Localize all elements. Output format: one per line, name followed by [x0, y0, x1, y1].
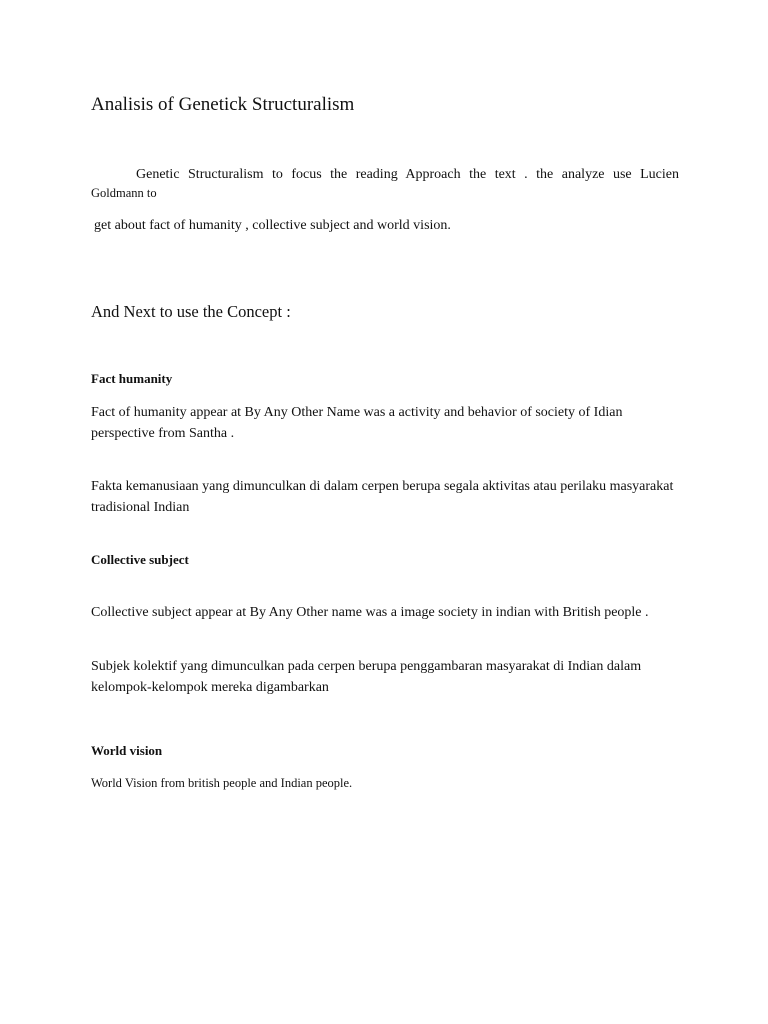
intro-paragraph-line: Genetic Structuralism to focus the reading Approach the text . the analyze use Lucien [136, 167, 679, 182]
intro-paragraph-tail: Goldmann to [91, 186, 157, 200]
section-heading-collective-subject: Collective subject [91, 552, 189, 567]
section-heading-fact-humanity: Fact humanity [91, 371, 173, 386]
paragraph-collective-subject-english: Collective subject appear at By Any Other name was a image society in indian with British people . [91, 605, 649, 620]
section-heading-world-vision: World vision [91, 743, 163, 758]
document-title: Analisis of Genetick Structuralism [91, 94, 355, 115]
paragraph-fact-humanity-indonesian: Fakta kemanusiaan yang dimunculkan di dalam cerpen berupa segala aktivitas atau perilaku masyarakat tradisional Indian [91, 479, 674, 515]
paragraph-world-vision: World Vision from british people and Indian people. [91, 776, 353, 790]
paragraph-fact-humanity-english: Fact of humanity appear at By Any Other Name was a activity and behavior of society of Idian perspective from Santha . [91, 405, 623, 441]
paragraph-collective-subject-indonesian: Subjek kolektif yang dimunculkan pada cerpen berupa penggambaran masyarakat di Indian dalam kelompok-kelompok mereka digambarkan [91, 659, 642, 695]
intro-paragraph: get about fact of humanity , collective subject and world vision. [94, 218, 451, 233]
concept-heading: And Next to use the Concept : [91, 302, 291, 321]
